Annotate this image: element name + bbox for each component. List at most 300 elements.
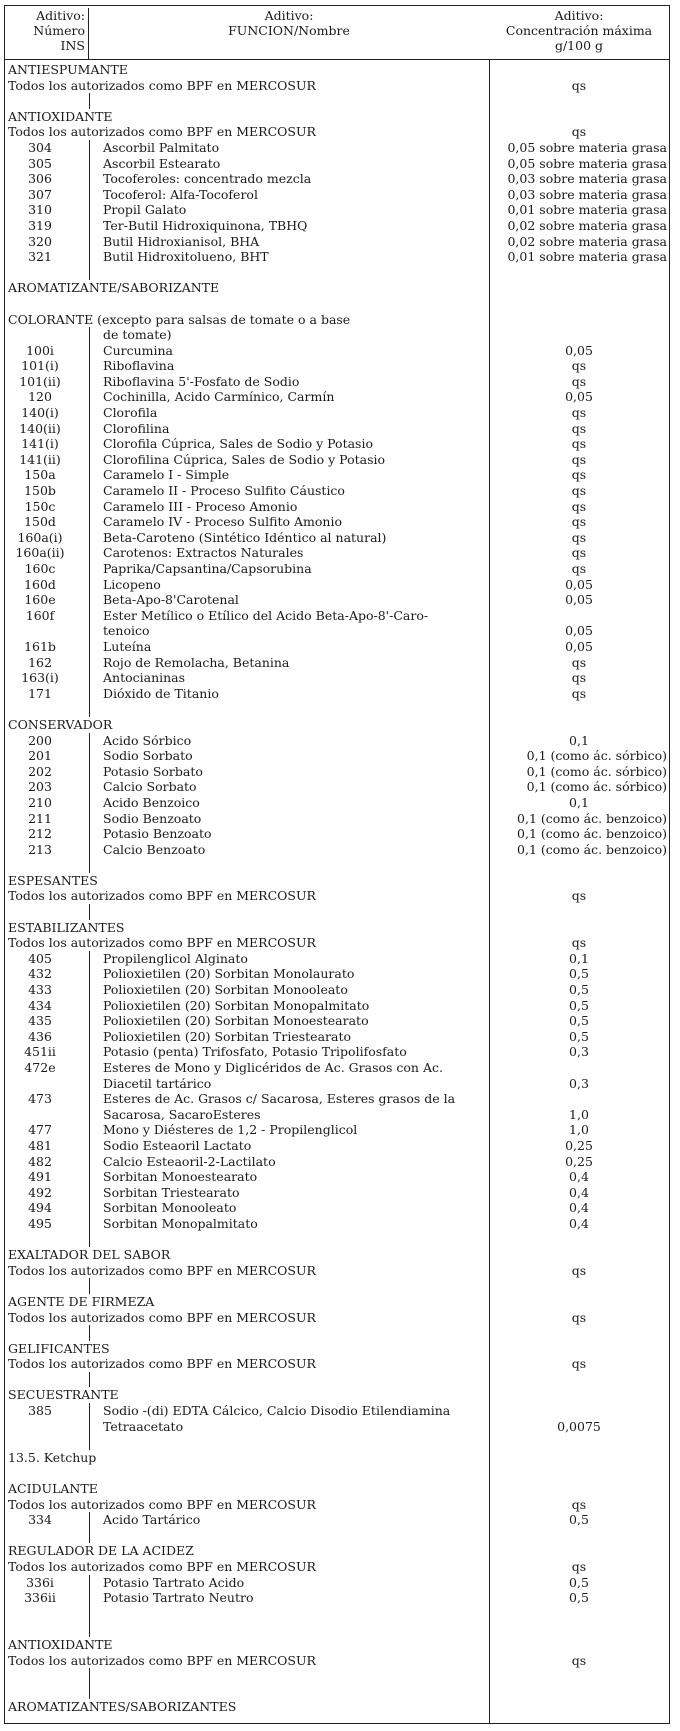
row-separator (89, 1668, 90, 1684)
additive-name: Rojo de Remolacha, Betanina (103, 654, 290, 670)
function-heading-row (5, 62, 669, 78)
additive-row (5, 733, 669, 749)
row-separator (89, 234, 90, 250)
header-ins-line: INS (60, 38, 85, 53)
ins-number: 433 (28, 982, 52, 998)
ins-number: 319 (28, 217, 52, 233)
additive-row (5, 1091, 669, 1107)
max-concentration: 0,25 (565, 1153, 593, 1169)
function-heading: AROMATIZANTE/SABORIZANTE (8, 280, 220, 296)
additive-row (5, 561, 669, 577)
ins-number: 211 (28, 810, 52, 826)
row-separator (89, 483, 90, 499)
additive-row (5, 327, 669, 343)
row-separator (89, 327, 90, 343)
row-separator (89, 1091, 90, 1107)
additive-name: Sorbitan Monopalmitato (103, 1215, 258, 1231)
max-concentration: 0,5 (569, 1574, 589, 1590)
max-concentration: qs (571, 1262, 587, 1278)
ins-number: 160f (25, 607, 55, 623)
max-concentration: 0,1 (como ác. benzoico) (517, 826, 667, 842)
row-separator (89, 592, 90, 608)
additive-row (5, 577, 669, 593)
additive-row (5, 1076, 669, 1092)
ins-number: 336ii (24, 1590, 56, 1606)
row-separator (89, 405, 90, 421)
row-separator (89, 1138, 90, 1154)
additive-name: Propil Galato (103, 202, 187, 218)
max-concentration: 0,25 (565, 1137, 593, 1153)
header-ins-line: Aditivo: (36, 8, 85, 23)
header-conc-line: g/100 g (554, 38, 604, 53)
row-separator (89, 358, 90, 374)
max-concentration: qs (571, 124, 587, 140)
additive-row (5, 249, 669, 265)
max-concentration: qs (571, 1309, 587, 1325)
ins-number: 436 (28, 1028, 52, 1044)
additive-name: Polioxietilen (20) Sorbitan Monopalmitato (103, 997, 370, 1013)
additive-row (5, 592, 669, 608)
function-heading-row (5, 873, 669, 889)
ins-number: 162 (28, 654, 52, 670)
additive-name: Calcio Benzoato (103, 841, 206, 857)
max-concentration: qs (571, 405, 587, 421)
all-authorized-text: Todos los autorizados como BPF en MERCOSUR (8, 1356, 316, 1372)
additive-row (5, 670, 669, 686)
row-separator (89, 1434, 90, 1450)
function-heading-row (5, 109, 669, 125)
row-separator (89, 249, 90, 265)
max-concentration: 0,1 (como ác. sórbico) (526, 763, 667, 779)
spacer-row (5, 1465, 669, 1481)
additive-row (5, 202, 669, 218)
additive-name: Sodio Sorbato (103, 748, 193, 764)
row-separator (89, 1185, 90, 1201)
row-separator (89, 779, 90, 795)
additive-row (5, 1419, 669, 1435)
additive-row (5, 389, 669, 405)
row-separator (89, 1606, 90, 1622)
ins-number: 140(i) (21, 405, 59, 421)
additive-name: Sodio Benzoato (103, 810, 202, 826)
spacer-row (5, 1325, 669, 1341)
max-concentration: qs (571, 1559, 587, 1574)
all-authorized-row (5, 888, 669, 904)
all-authorized-row (5, 78, 669, 94)
max-concentration: qs (571, 545, 587, 561)
row-separator (89, 1029, 90, 1045)
ins-number: 495 (28, 1215, 52, 1231)
ins-number: 435 (28, 1013, 52, 1029)
additive-name: Acido Sórbico (103, 732, 192, 748)
ins-number: 120 (28, 389, 52, 405)
additive-name: Calcio Sorbato (103, 779, 197, 795)
max-concentration: 0,1 (como ác. sórbico) (526, 748, 667, 764)
row-separator (89, 561, 90, 577)
row-separator (89, 1512, 90, 1528)
function-heading-row (5, 280, 669, 296)
function-heading: COLORANTE (excepto para salsas de tomate o a base (8, 311, 351, 327)
row-separator (89, 701, 90, 717)
additive-row (5, 639, 669, 655)
additive-row (5, 982, 669, 998)
max-concentration: 0,5 (569, 966, 589, 982)
row-separator (89, 1076, 90, 1092)
ins-number: 140(ii) (19, 420, 61, 436)
additive-name: Butil Hidroxianisol, BHA (103, 233, 260, 249)
function-heading: ACIDULANTE (8, 1481, 98, 1497)
row-separator (89, 1060, 90, 1076)
max-concentration: 0,4 (569, 1184, 589, 1200)
max-concentration: 0,5 (569, 1028, 589, 1044)
additive-name: Caramelo III - Proceso Amonio (103, 498, 298, 514)
additive-row (5, 1122, 669, 1138)
max-concentration: 0,03 sobre materia grasa (507, 186, 667, 202)
ins-number: 203 (28, 779, 52, 795)
additive-row (5, 171, 669, 187)
row-separator (89, 1278, 90, 1294)
row-separator (89, 1419, 90, 1435)
additive-name: Potasio Tartrato Acido (103, 1574, 245, 1590)
row-separator (89, 733, 90, 749)
additive-name: Tocoferol: Alfa-Tocoferol (103, 186, 258, 202)
max-concentration: 0,05 sobre materia grasa (507, 139, 667, 155)
spacer-row (5, 1372, 669, 1388)
max-concentration: qs (571, 467, 587, 483)
additive-name: Esteres de Ac. Grasos c/ Sacarosa, Esteres grasos de la (103, 1091, 456, 1107)
additive-name: Potasio Sorbato (103, 763, 203, 779)
function-heading-row (5, 1699, 669, 1715)
max-concentration: qs (571, 935, 587, 951)
additive-name: tenoico (103, 623, 150, 639)
max-concentration: 0,05 (565, 638, 593, 654)
function-heading: ANTIOXIDANTE (8, 1636, 113, 1652)
additive-name: Curcumina (103, 342, 173, 358)
function-heading-row (5, 717, 669, 733)
additive-name: Sorbitan Triestearato (103, 1184, 240, 1200)
row-separator (89, 1684, 90, 1700)
additive-name: Mono y Diésteres de 1,2 - Propilenglicol (103, 1122, 358, 1138)
max-concentration: qs (571, 358, 587, 374)
row-separator (89, 998, 90, 1014)
table-body (5, 62, 669, 1715)
ins-number: 160e (24, 592, 56, 608)
max-concentration: 0,5 (569, 982, 589, 998)
additives-table (4, 5, 670, 1724)
function-heading: EXALTADOR DEL SABOR (8, 1247, 171, 1263)
header-function-name (89, 8, 489, 38)
max-concentration: 0,1 (como ác. benzoico) (517, 810, 667, 826)
max-concentration: 0,05 sobre materia grasa (507, 155, 667, 171)
additive-row (5, 218, 669, 234)
row-separator (89, 467, 90, 483)
ins-number: 477 (28, 1122, 52, 1138)
row-separator (89, 171, 90, 187)
ins-number: 307 (28, 186, 52, 202)
ins-number: 321 (28, 249, 52, 265)
additive-name: Ascorbil Palmitato (103, 139, 220, 155)
header-ins-line: Número (33, 23, 85, 38)
additive-name: Sodio Esteaoril Lactato (103, 1137, 252, 1153)
additive-name: Polioxietilen (20) Sorbitan Triestearato (103, 1028, 352, 1044)
max-concentration: 0,1 (569, 794, 589, 810)
max-concentration: 0,4 (569, 1169, 589, 1185)
additive-name: Potasio (penta) Trifosfato, Potasio Tripolifosfato (103, 1044, 407, 1060)
all-authorized-text: Todos los autorizados como BPF en MERCOSUR (8, 935, 316, 951)
additive-name: Potasio Benzoato (103, 826, 212, 842)
additive-row (5, 655, 669, 671)
ins-number: 334 (28, 1512, 52, 1528)
spacer-row (5, 1668, 669, 1684)
ins-number: 473 (28, 1091, 52, 1107)
row-separator (89, 826, 90, 842)
additive-row (5, 358, 669, 374)
additive-row (5, 1060, 669, 1076)
max-concentration: 0,5 (569, 1590, 589, 1606)
additive-row (5, 1200, 669, 1216)
additive-name: Clorofilina Cúprica, Sales de Sodio y Potasio (103, 451, 386, 467)
row-separator (89, 857, 90, 873)
max-concentration: qs (571, 1356, 587, 1372)
max-concentration: qs (571, 498, 587, 514)
row-separator (89, 1621, 90, 1637)
row-separator (89, 343, 90, 359)
additive-row (5, 1029, 669, 1045)
max-concentration: 0,05 (565, 623, 593, 639)
ins-number: 101(ii) (19, 373, 61, 389)
ins-number: 150d (24, 514, 56, 530)
row-separator (89, 1528, 90, 1544)
table-header (5, 6, 669, 60)
spacer-row (5, 701, 669, 717)
row-separator (89, 265, 90, 281)
max-concentration: 0,1 (como ác. benzoico) (517, 841, 667, 857)
additive-row (5, 842, 669, 858)
row-separator (89, 436, 90, 452)
row-separator (89, 218, 90, 234)
additive-name: Tetraacetato (103, 1418, 184, 1434)
row-separator (89, 1216, 90, 1232)
ins-number: 202 (28, 763, 52, 779)
max-concentration: 0,02 sobre materia grasa (507, 233, 667, 249)
max-concentration: qs (571, 888, 587, 904)
max-concentration: 0,0075 (557, 1418, 601, 1434)
row-separator (89, 655, 90, 671)
ins-number: 150a (24, 467, 56, 483)
row-separator (89, 1044, 90, 1060)
ins-number: 310 (28, 202, 52, 218)
row-separator (89, 1154, 90, 1170)
additive-row (5, 1216, 669, 1232)
header-conc-line: Aditivo: (554, 8, 604, 23)
all-authorized-text: Todos los autorizados como BPF en MERCOSUR (8, 1652, 316, 1668)
additive-name: Sorbitan Monooleato (103, 1200, 237, 1216)
additive-row (5, 1169, 669, 1185)
max-concentration: 0,5 (569, 1512, 589, 1528)
additive-row (5, 405, 669, 421)
all-authorized-text: Todos los autorizados como BPF en MERCOSUR (8, 1262, 316, 1278)
row-separator (89, 93, 90, 109)
spacer-row (5, 265, 669, 281)
spacer-row (5, 857, 669, 873)
additive-name: Acido Benzoico (103, 794, 200, 810)
additive-name: Caramelo II - Proceso Sulfito Cáustico (103, 483, 345, 499)
additive-name: Propilenglicol Alginato (103, 950, 248, 966)
additive-row (5, 779, 669, 795)
row-separator (89, 1325, 90, 1341)
additive-name: Paprika/Capsantina/Capsorubina (103, 561, 312, 576)
all-authorized-row (5, 1653, 669, 1669)
row-separator (89, 811, 90, 827)
all-authorized-row (5, 1559, 669, 1575)
ins-number: 201 (28, 748, 52, 764)
row-separator (89, 686, 90, 702)
ins-number: 160d (24, 576, 56, 592)
all-authorized-text: Todos los autorizados como BPF en MERCOSUR (8, 1559, 316, 1574)
spacer-row (5, 1278, 669, 1294)
ins-number: 451ii (24, 1044, 56, 1060)
additive-name: Polioxietilen (20) Sorbitan Monooleato (103, 982, 348, 998)
ins-number: 472e (24, 1060, 56, 1075)
row-separator (89, 1107, 90, 1123)
additive-row (5, 545, 669, 561)
max-concentration: qs (571, 529, 587, 545)
additive-name: Licopeno (103, 576, 161, 592)
max-concentration: qs (571, 561, 587, 576)
additive-row (5, 1107, 669, 1123)
additive-row (5, 1403, 669, 1419)
all-authorized-row (5, 1310, 669, 1326)
additive-row (5, 811, 669, 827)
additive-name: Tocoferoles: concentrado mezcla (103, 171, 312, 187)
additive-name: Cochinilla, Acido Carmínico, Carmín (103, 389, 335, 405)
additive-name: Esteres de Mono y Diglicéridos de Ac. Grasos con Ac. (103, 1060, 443, 1075)
additive-row (5, 421, 669, 437)
additive-name: Beta-Apo-8'Carotenal (103, 592, 239, 608)
function-heading: REGULADOR DE LA ACIDEZ (8, 1543, 194, 1559)
row-separator (89, 1013, 90, 1029)
max-concentration: 1,0 (569, 1122, 589, 1138)
function-heading-row (5, 1341, 669, 1357)
additive-name: Ter-Butil Hidroxiquinona, TBHQ (103, 217, 308, 233)
max-concentration: 0,02 sobre materia grasa (507, 217, 667, 233)
max-concentration: 0,01 sobre materia grasa (507, 202, 667, 218)
additive-row (5, 187, 669, 203)
additive-row (5, 343, 669, 359)
row-separator (89, 1575, 90, 1591)
ins-number: 304 (28, 139, 52, 155)
additive-row (5, 374, 669, 390)
additive-row (5, 795, 669, 811)
ins-number: 163(i) (21, 670, 59, 686)
additive-row (5, 1512, 669, 1528)
ins-number: 101(i) (21, 358, 59, 374)
row-separator (89, 639, 90, 655)
row-separator (89, 1169, 90, 1185)
row-separator (89, 514, 90, 530)
ins-number: 210 (28, 794, 52, 810)
row-separator (89, 1403, 90, 1419)
all-authorized-row (5, 1356, 669, 1372)
additive-name: Sorbitan Monoestearato (103, 1169, 258, 1185)
function-heading: CONSERVADOR (8, 716, 113, 732)
max-concentration: qs (571, 451, 587, 467)
spacer-row (5, 1621, 669, 1637)
ins-number: 150b (24, 483, 56, 499)
max-concentration: 0,3 (569, 1075, 589, 1091)
function-heading: 13.5. Ketchup (8, 1449, 97, 1465)
row-separator (89, 156, 90, 172)
additive-row (5, 998, 669, 1014)
max-concentration: qs (571, 420, 587, 436)
additive-row (5, 1575, 669, 1591)
function-heading: AGENTE DE FIRMEZA (8, 1293, 155, 1309)
additive-row (5, 514, 669, 530)
max-concentration: 0,4 (569, 1215, 589, 1231)
additive-name: Luteína (103, 638, 152, 654)
ins-number: 306 (28, 171, 52, 187)
max-concentration: qs (571, 1496, 587, 1512)
function-heading: ANTIOXIDANTE (8, 108, 113, 124)
additive-name: Riboflavina (103, 358, 175, 374)
max-concentration: qs (571, 670, 587, 686)
row-separator (89, 764, 90, 780)
row-separator (89, 904, 90, 920)
max-concentration: 0,1 (como ác. sórbico) (526, 779, 667, 795)
spacer-row (5, 1434, 669, 1450)
max-concentration: 0,03 sobre materia grasa (507, 171, 667, 187)
max-concentration: 0,05 (565, 389, 593, 405)
additive-name: Ester Metílico o Etílico del Acido Beta-Apo-8'-Caro- (103, 607, 429, 623)
ins-number: 481 (28, 1137, 52, 1153)
ins-number: 434 (28, 997, 52, 1013)
additive-name: Diacetil tartárico (103, 1075, 212, 1091)
function-heading-row (5, 1637, 669, 1653)
function-heading-row (5, 1294, 669, 1310)
additive-row (5, 826, 669, 842)
max-concentration: qs (571, 373, 587, 389)
spacer-row (5, 1606, 669, 1622)
row-separator (89, 670, 90, 686)
row-separator (89, 842, 90, 858)
additive-row (5, 452, 669, 468)
ins-number: 320 (28, 233, 52, 249)
additive-row (5, 483, 669, 499)
function-heading-row (5, 1387, 669, 1403)
additive-row (5, 951, 669, 967)
function-heading-row (5, 920, 669, 936)
additive-row (5, 686, 669, 702)
additive-row (5, 1590, 669, 1606)
max-concentration: qs (571, 654, 587, 670)
row-separator (89, 1372, 90, 1388)
max-concentration: 0,05 (565, 592, 593, 608)
function-heading-row (5, 1481, 669, 1497)
ins-number: 482 (28, 1153, 52, 1169)
ins-number: 100i (26, 342, 54, 358)
additive-row (5, 623, 669, 639)
ins-number: 213 (28, 841, 52, 857)
additive-row (5, 499, 669, 515)
additive-row (5, 748, 669, 764)
row-separator (89, 374, 90, 390)
ins-number: 305 (28, 155, 52, 171)
function-heading-row (5, 1450, 669, 1466)
function-heading: AROMATIZANTES/SABORIZANTES (8, 1699, 237, 1715)
ins-number: 385 (28, 1403, 52, 1419)
max-concentration: qs (571, 1652, 587, 1668)
ins-number: 150c (24, 498, 56, 514)
